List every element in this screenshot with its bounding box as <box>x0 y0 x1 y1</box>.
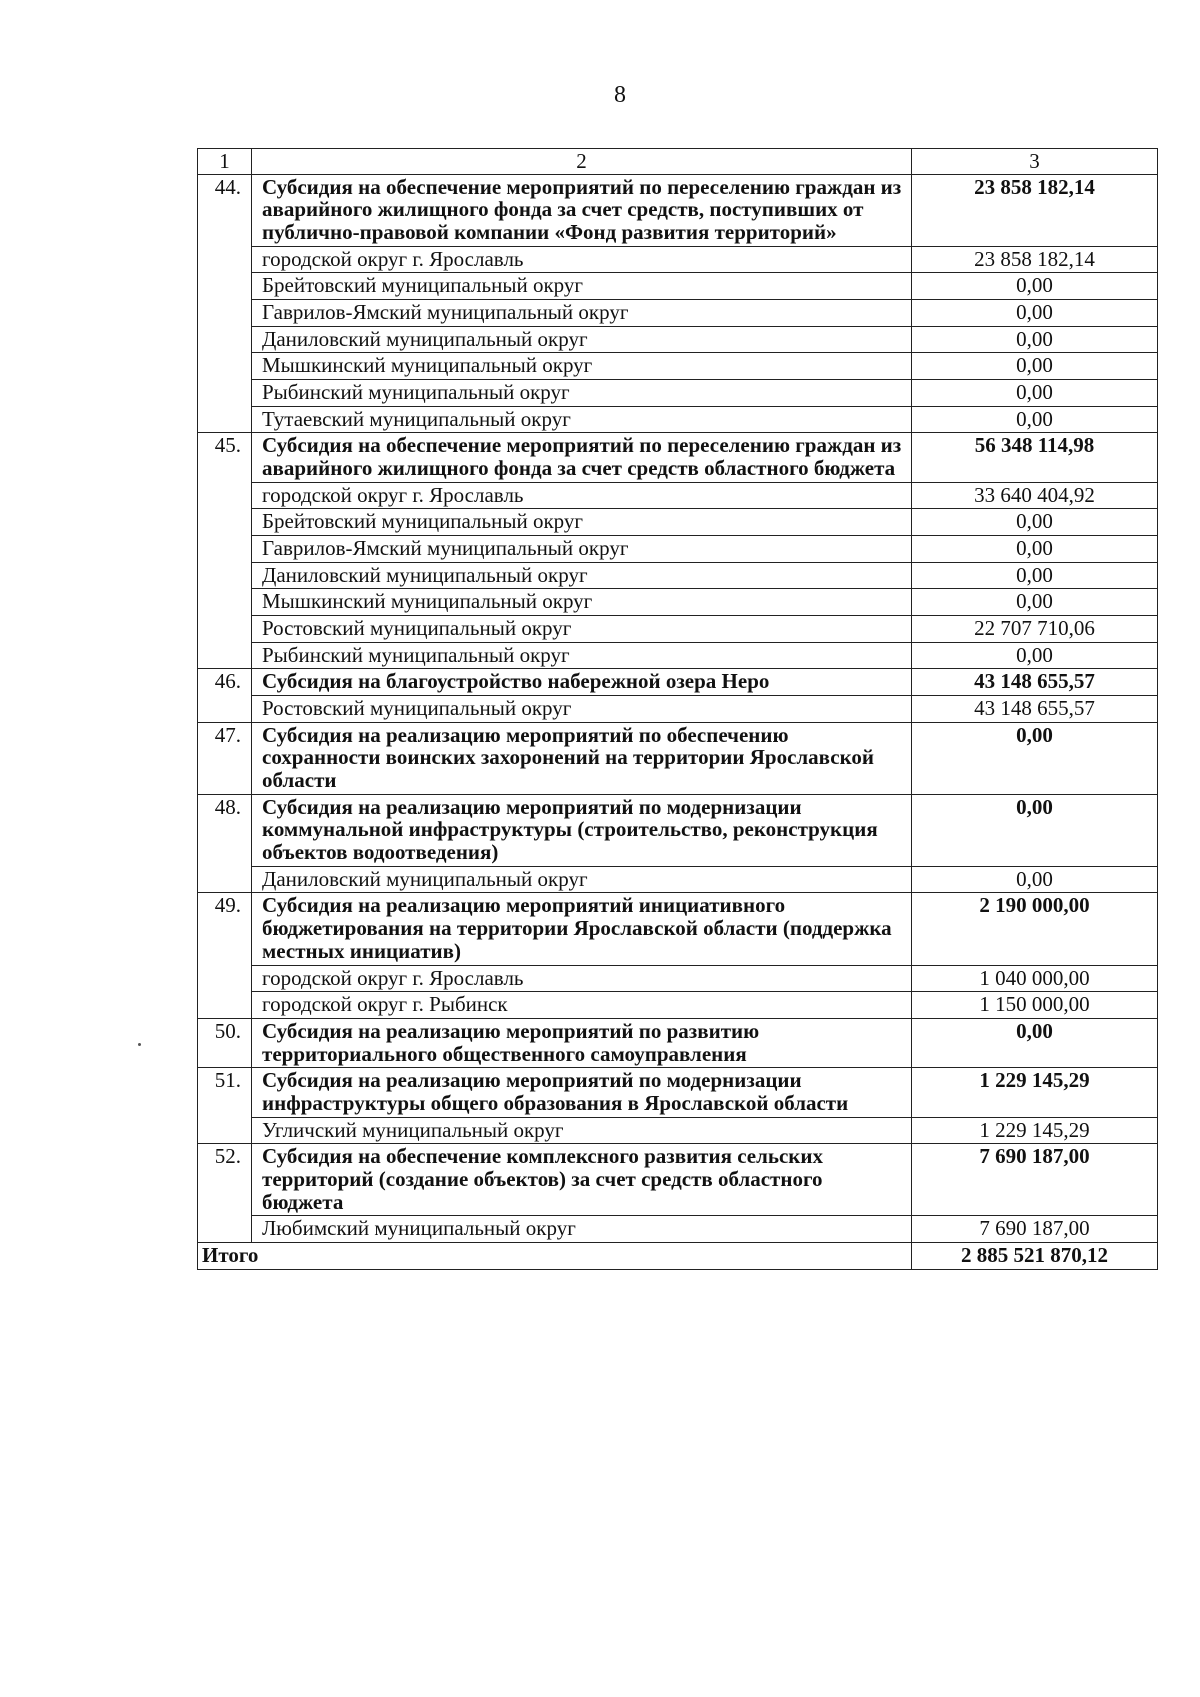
district-row <box>198 482 1158 509</box>
section-total: 23 858 182,14 <box>912 174 1158 246</box>
section-total: 0,00 <box>912 722 1158 794</box>
section-total: 0,00 <box>912 794 1158 866</box>
grand-total-value: 2 885 521 870,12 <box>912 1242 1158 1269</box>
district-value: 0,00 <box>912 300 1158 327</box>
section-row <box>198 1144 1158 1216</box>
district-value: 0,00 <box>912 353 1158 380</box>
subsidy-table <box>197 148 1158 1270</box>
scan-speck <box>138 1043 141 1046</box>
section-number: 44. <box>198 174 252 433</box>
district-name: Мышкинский муниципальный округ <box>252 353 912 380</box>
section-number: 47. <box>198 722 252 794</box>
district-value: 0,00 <box>912 536 1158 563</box>
district-row <box>198 589 1158 616</box>
section-row <box>198 433 1158 482</box>
section-row <box>198 794 1158 866</box>
district-name: Любимский муниципальный округ <box>252 1216 912 1243</box>
district-name: Ростовский муниципальный округ <box>252 616 912 643</box>
district-value: 0,00 <box>912 642 1158 669</box>
district-name: Ростовский муниципальный округ <box>252 696 912 723</box>
district-row <box>198 300 1158 327</box>
district-row <box>198 866 1158 893</box>
district-row <box>198 353 1158 380</box>
section-total: 56 348 114,98 <box>912 433 1158 482</box>
district-row <box>198 380 1158 407</box>
district-row <box>198 992 1158 1019</box>
page-number: 8 <box>614 82 626 108</box>
district-value: 0,00 <box>912 589 1158 616</box>
district-name: городской округ г. Ярославль <box>252 482 912 509</box>
district-value: 1 229 145,29 <box>912 1117 1158 1144</box>
district-value: 33 640 404,92 <box>912 482 1158 509</box>
section-total: 0,00 <box>912 1018 1158 1067</box>
section-number: 49. <box>198 893 252 1018</box>
district-row <box>198 965 1158 992</box>
district-name: Угличский муниципальный округ <box>252 1117 912 1144</box>
district-name: городской округ г. Ярославль <box>252 246 912 273</box>
section-row <box>198 722 1158 794</box>
district-name: Рыбинский муниципальный округ <box>252 380 912 407</box>
header-row <box>198 149 1158 175</box>
district-value: 7 690 187,00 <box>912 1216 1158 1243</box>
section-number: 46. <box>198 669 252 722</box>
district-name: Брейтовский муниципальный округ <box>252 509 912 536</box>
section-title: Субсидия на благоустройство набережной озера Неро <box>252 669 912 696</box>
grand-total-row <box>198 1242 1158 1269</box>
section-title: Субсидия на реализацию мероприятий по модернизации коммунальной инфраструктуры (строительство, реконструкция объектов водоотведения) <box>252 794 912 866</box>
district-value: 1 150 000,00 <box>912 992 1158 1019</box>
district-value: 0,00 <box>912 380 1158 407</box>
header-cell-3: 3 <box>912 149 1158 175</box>
district-name: Даниловский муниципальный округ <box>252 562 912 589</box>
section-number: 48. <box>198 794 252 893</box>
district-value: 0,00 <box>912 326 1158 353</box>
district-value: 22 707 710,06 <box>912 616 1158 643</box>
district-row <box>198 246 1158 273</box>
district-value: 0,00 <box>912 562 1158 589</box>
section-total: 7 690 187,00 <box>912 1144 1158 1216</box>
district-name: Рыбинский муниципальный округ <box>252 642 912 669</box>
district-row <box>198 509 1158 536</box>
section-number: 45. <box>198 433 252 669</box>
district-row <box>198 642 1158 669</box>
section-row <box>198 669 1158 696</box>
district-row <box>198 406 1158 433</box>
section-total: 1 229 145,29 <box>912 1068 1158 1117</box>
district-value: 0,00 <box>912 406 1158 433</box>
district-row <box>198 616 1158 643</box>
district-name: Мышкинский муниципальный округ <box>252 589 912 616</box>
section-total: 43 148 655,57 <box>912 669 1158 696</box>
section-title: Субсидия на обеспечение мероприятий по переселению граждан из аварийного жилищного фонда за счет средств областного бюджета <box>252 433 912 482</box>
section-number: 52. <box>198 1144 252 1243</box>
section-number: 51. <box>198 1068 252 1144</box>
section-title: Субсидия на реализацию мероприятий по развитию территориального общественного самоуправления <box>252 1018 912 1067</box>
section-title: Субсидия на реализацию мероприятий по модернизации инфраструктуры общего образования в Ярославской области <box>252 1068 912 1117</box>
district-name: Даниловский муниципальный округ <box>252 326 912 353</box>
section-title: Субсидия на реализацию мероприятий по обеспечению сохранности воинских захоронений на территории Ярославской области <box>252 722 912 794</box>
district-value: 23 858 182,14 <box>912 246 1158 273</box>
district-name: городской округ г. Рыбинск <box>252 992 912 1019</box>
district-value: 0,00 <box>912 866 1158 893</box>
district-row <box>198 562 1158 589</box>
section-title: Субсидия на обеспечение комплексного развития сельских территорий (создание объектов) за счет средств областного бюджета <box>252 1144 912 1216</box>
district-name: Гаврилов-Ямский муниципальный округ <box>252 536 912 563</box>
section-row <box>198 1068 1158 1117</box>
district-value: 1 040 000,00 <box>912 965 1158 992</box>
district-row <box>198 1117 1158 1144</box>
district-value: 0,00 <box>912 273 1158 300</box>
header-cell-1: 1 <box>198 149 252 175</box>
district-value: 43 148 655,57 <box>912 696 1158 723</box>
district-row <box>198 536 1158 563</box>
district-name: Даниловский муниципальный округ <box>252 866 912 893</box>
district-name: городской округ г. Ярославль <box>252 965 912 992</box>
district-row <box>198 273 1158 300</box>
section-total: 2 190 000,00 <box>912 893 1158 965</box>
district-name: Гаврилов-Ямский муниципальный округ <box>252 300 912 327</box>
section-title: Субсидия на реализацию мероприятий инициативного бюджетирования на территории Ярославской области (поддержка местных инициатив) <box>252 893 912 965</box>
district-value: 0,00 <box>912 509 1158 536</box>
header-cell-2: 2 <box>252 149 912 175</box>
district-row <box>198 696 1158 723</box>
section-number: 50. <box>198 1018 252 1067</box>
district-row <box>198 326 1158 353</box>
grand-total-label: Итого <box>198 1242 912 1269</box>
district-name: Тутаевский муниципальный округ <box>252 406 912 433</box>
district-name: Брейтовский муниципальный округ <box>252 273 912 300</box>
section-row <box>198 174 1158 246</box>
section-row <box>198 893 1158 965</box>
subsidy-table-body <box>198 149 1158 1270</box>
district-row <box>198 1216 1158 1243</box>
section-row <box>198 1018 1158 1067</box>
section-title: Субсидия на обеспечение мероприятий по переселению граждан из аварийного жилищного фонда за счет средств, поступивших от публично-правовой компании «Фонд развития территорий» <box>252 174 912 246</box>
